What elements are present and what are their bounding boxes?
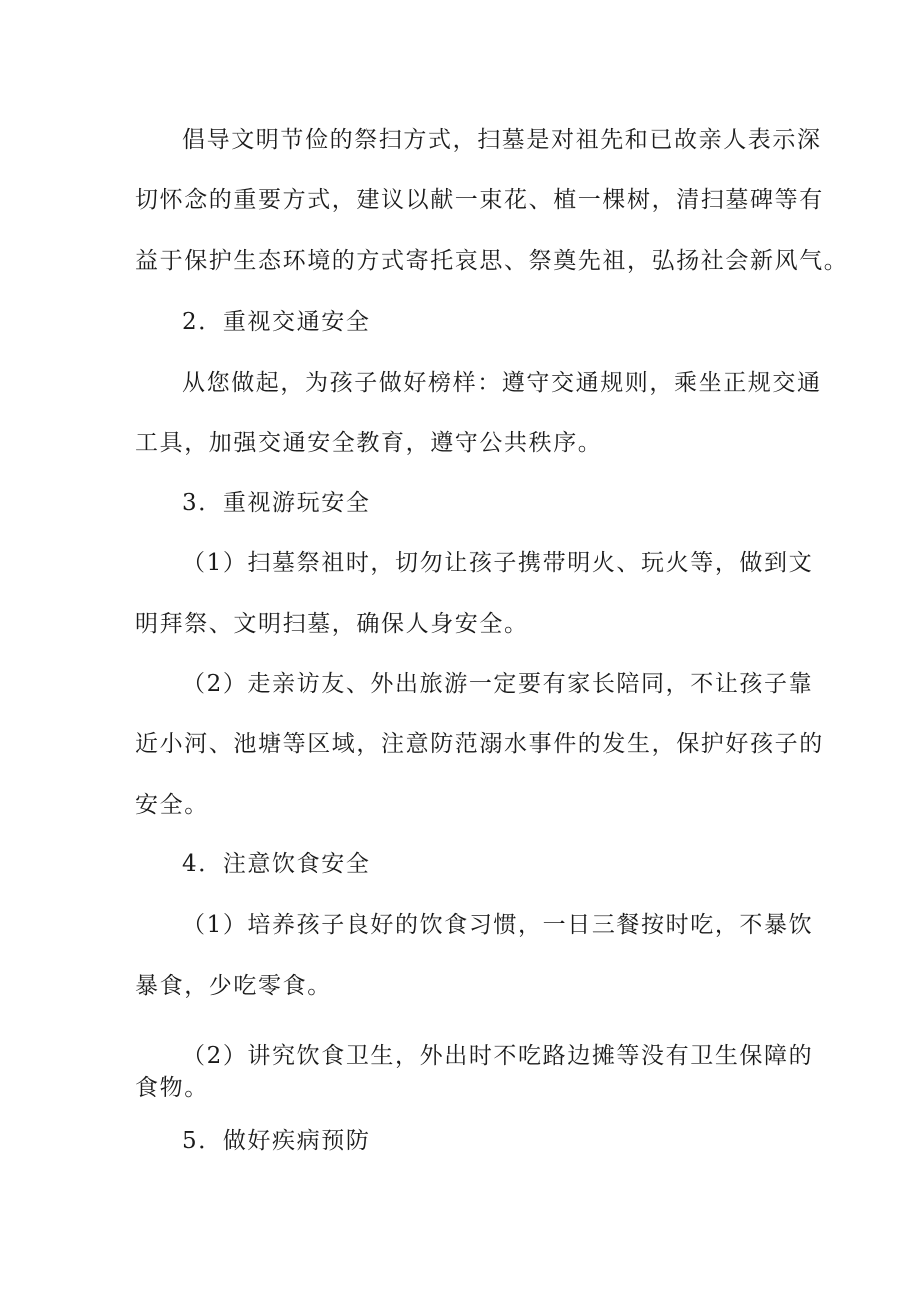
- paragraph-line: 安全。: [135, 792, 209, 818]
- paragraph-line: 倡导文明节俭的祭扫方式，扫墓是对祖先和已故亲人表示深: [182, 127, 822, 153]
- paragraph-line: 明拜祭、文明扫墓，确保人身安全。: [135, 611, 529, 637]
- section-heading: 3．重视游玩安全: [182, 490, 371, 516]
- paragraph-line: （1）培养孩子良好的饮食习惯，一日三餐按时吃，不暴饮: [182, 912, 814, 938]
- paragraph-line: 益于保护生态环境的方式寄托哀思、祭奠先祖，弘扬社会新风气。: [135, 248, 849, 274]
- paragraph-line: 工具，加强交通安全教育，遵守公共秩序。: [135, 430, 603, 456]
- paragraph-line: 从您做起，为孩子做好榜样：遵守交通规则，乘坐正规交通: [182, 370, 822, 396]
- paragraph-line: （1）扫墓祭祖时，切勿让孩子携带明火、玩火等，做到文: [182, 550, 814, 576]
- paragraph-line: （2）讲究饮食卫生，外出时不吃路边摊等没有卫生保障的: [182, 1043, 814, 1069]
- section-heading: 5．做好疾病预防: [182, 1128, 371, 1154]
- paragraph-line: 近小河、池塘等区域，注意防范溺水事件的发生，保护好孩子的: [135, 731, 824, 757]
- paragraph-line: 切怀念的重要方式，建议以献一束花、植一棵树，清扫墓碑等有: [135, 187, 824, 213]
- section-heading: 2．重视交通安全: [182, 309, 371, 335]
- paragraph-line: 食物。: [135, 1075, 209, 1101]
- paragraph-line: 暴食，少吃零食。: [135, 973, 332, 999]
- section-heading: 4．注意饮食安全: [182, 851, 371, 877]
- paragraph-line: （2）走亲访友、外出旅游一定要有家长陪同，不让孩子靠: [182, 671, 814, 697]
